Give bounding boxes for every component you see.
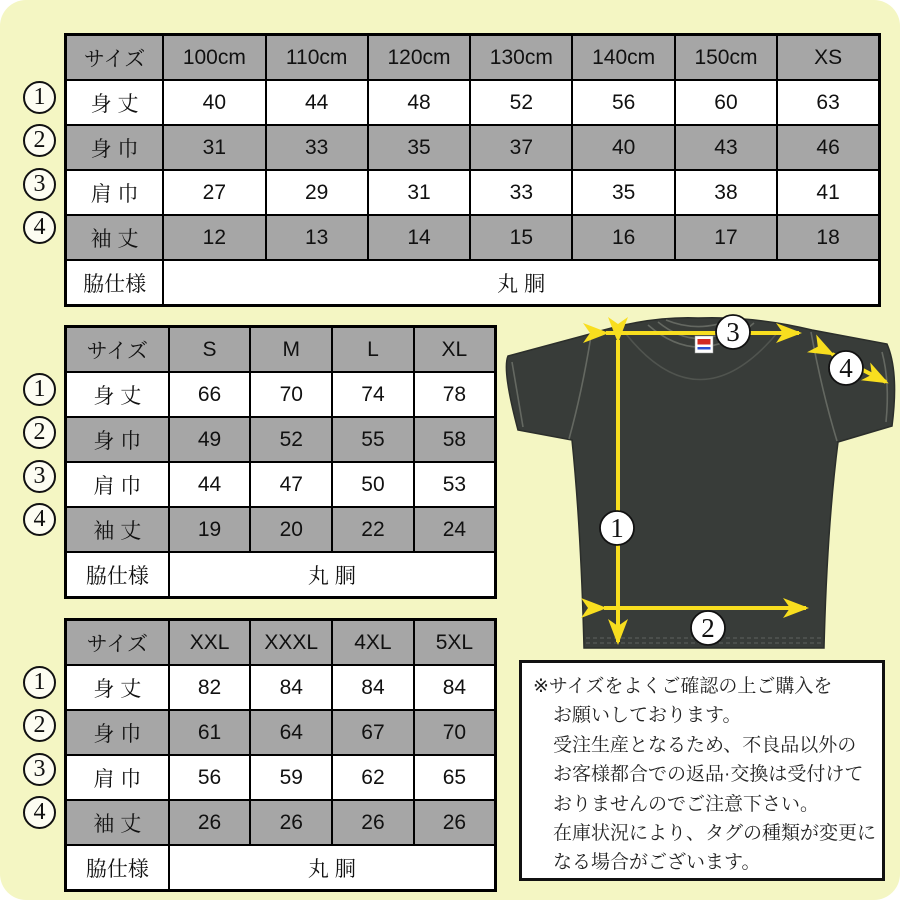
diagram-marker-3-label: 3 <box>726 317 740 347</box>
column-header: 5XL <box>414 620 496 666</box>
size-table-kids-sizes <box>64 33 881 296</box>
size-value-cell: 31 <box>368 170 470 215</box>
row-marker-circle: 3 <box>23 460 56 493</box>
column-header: 110cm <box>266 35 368 81</box>
column-header: サイズ <box>66 620 169 666</box>
size-table-adult-sizes <box>64 325 497 588</box>
size-value-cell: 33 <box>470 170 572 215</box>
note-line: おりませんのでご注意下さい。 <box>553 793 820 815</box>
size-value-cell: 52 <box>470 80 572 125</box>
row-label: 袖 丈 <box>66 800 169 845</box>
size-value-cell: 26 <box>332 800 414 845</box>
table-footer-row <box>66 260 880 306</box>
diagram-marker-2 <box>691 611 725 645</box>
table-footer-row <box>66 845 496 891</box>
column-header: 130cm <box>470 35 572 81</box>
size-value-cell: 48 <box>368 80 470 125</box>
size-value-cell: 22 <box>332 507 414 552</box>
diagram-marker-1 <box>600 511 634 545</box>
size-value-cell: 40 <box>163 80 265 125</box>
size-value-cell: 40 <box>572 125 674 170</box>
footer-label: 脇仕様 <box>66 552 169 598</box>
row-marker-circle: 2 <box>23 709 56 742</box>
row-label: 身 巾 <box>66 417 169 462</box>
size-value-cell: 43 <box>675 125 777 170</box>
row-marker-circle: 2 <box>23 416 56 449</box>
table-row <box>66 215 880 260</box>
size-value-cell: 20 <box>250 507 332 552</box>
size-value-cell: 84 <box>332 665 414 710</box>
column-header: 100cm <box>163 35 265 81</box>
table-header-row <box>66 327 496 373</box>
size-value-cell: 44 <box>266 80 368 125</box>
table-row <box>66 462 496 507</box>
size-value-cell: 70 <box>250 372 332 417</box>
row-marker-circle: 3 <box>23 168 56 201</box>
row-label: 袖 丈 <box>66 215 164 260</box>
row-marker-circle: 4 <box>23 796 56 829</box>
size-value-cell: 74 <box>332 372 414 417</box>
table-header-row <box>66 35 880 81</box>
size-value-cell: 37 <box>470 125 572 170</box>
size-value-cell: 24 <box>414 507 496 552</box>
size-value-cell: 60 <box>675 80 777 125</box>
table-row <box>66 755 496 800</box>
row-marker-circle: 3 <box>23 753 56 786</box>
size-value-cell: 18 <box>777 215 879 260</box>
note-line: お願いしております。 <box>553 705 742 727</box>
size-value-cell: 12 <box>163 215 265 260</box>
size-value-cell: 13 <box>266 215 368 260</box>
size-value-cell: 63 <box>777 80 879 125</box>
size-value-cell: 33 <box>266 125 368 170</box>
note-line: 在庫状況により、タグの種類が変更に <box>553 823 877 845</box>
footer-value: 丸 胴 <box>169 552 496 598</box>
size-value-cell: 67 <box>332 710 414 755</box>
size-value-cell: 59 <box>250 755 332 800</box>
column-header: XS <box>777 35 879 81</box>
size-value-cell: 19 <box>169 507 251 552</box>
table-row <box>66 125 880 170</box>
size-value-cell: 78 <box>414 372 496 417</box>
row-label: 袖 丈 <box>66 507 169 552</box>
size-value-cell: 31 <box>163 125 265 170</box>
column-header: XXL <box>169 620 251 666</box>
column-header: XL <box>414 327 496 373</box>
size-value-cell: 26 <box>414 800 496 845</box>
size-value-cell: 52 <box>250 417 332 462</box>
diagram-marker-4 <box>829 351 863 385</box>
size-value-cell: 58 <box>414 417 496 462</box>
size-value-cell: 65 <box>414 755 496 800</box>
size-value-cell: 14 <box>368 215 470 260</box>
size-value-cell: 26 <box>169 800 251 845</box>
size-value-cell: 44 <box>169 462 251 507</box>
table-row <box>66 710 496 755</box>
row-label: 肩 巾 <box>66 170 164 215</box>
row-label: 身 巾 <box>66 125 164 170</box>
size-value-cell: 82 <box>169 665 251 710</box>
diagram-marker-4-label: 4 <box>839 353 853 383</box>
size-value-cell: 84 <box>414 665 496 710</box>
column-header: XXXL <box>250 620 332 666</box>
row-label: 肩 巾 <box>66 755 169 800</box>
note-line: ※サイズをよくご確認の上ご購入を <box>533 676 833 697</box>
column-header: 120cm <box>368 35 470 81</box>
table-row <box>66 665 496 710</box>
size-value-cell: 41 <box>777 170 879 215</box>
row-marker-circle: 4 <box>23 211 56 244</box>
table-footer-row <box>66 552 496 598</box>
row-marker-circle: 1 <box>23 666 56 699</box>
column-header: L <box>332 327 414 373</box>
size-table-large-sizes <box>64 618 497 881</box>
table-row <box>66 170 880 215</box>
size-value-cell: 35 <box>572 170 674 215</box>
diagram-marker-1-label: 1 <box>610 513 624 543</box>
table-row <box>66 507 496 552</box>
purchase-note-box <box>519 660 885 881</box>
table-row <box>66 372 496 417</box>
note-line: なる場合がございます。 <box>553 852 761 874</box>
note-line: お客様都合での返品·交換は受付けて <box>553 764 864 786</box>
row-label: 身 丈 <box>66 372 169 417</box>
column-header: サイズ <box>66 327 169 373</box>
size-value-cell: 26 <box>250 800 332 845</box>
row-label: 身 丈 <box>66 665 169 710</box>
size-value-cell: 56 <box>169 755 251 800</box>
size-value-cell: 15 <box>470 215 572 260</box>
neck-tag <box>695 336 713 353</box>
size-value-cell: 66 <box>169 372 251 417</box>
size-value-cell: 47 <box>250 462 332 507</box>
tshirt-measurement-diagram <box>498 308 900 656</box>
diagram-marker-2-label: 2 <box>701 613 715 643</box>
size-value-cell: 35 <box>368 125 470 170</box>
size-value-cell: 46 <box>777 125 879 170</box>
row-marker-circle: 4 <box>23 503 56 536</box>
row-label: 身 巾 <box>66 710 169 755</box>
size-value-cell: 53 <box>414 462 496 507</box>
note-line: 受注生産となるため、不良品以外の <box>553 734 857 756</box>
size-value-cell: 38 <box>675 170 777 215</box>
size-value-cell: 17 <box>675 215 777 260</box>
row-marker-circle: 1 <box>23 373 56 406</box>
column-header: S <box>169 327 251 373</box>
footer-label: 脇仕様 <box>66 260 164 306</box>
size-value-cell: 50 <box>332 462 414 507</box>
row-label: 身 丈 <box>66 80 164 125</box>
column-header: 4XL <box>332 620 414 666</box>
size-value-cell: 62 <box>332 755 414 800</box>
size-value-cell: 27 <box>163 170 265 215</box>
size-value-cell: 61 <box>169 710 251 755</box>
table-header-row <box>66 620 496 666</box>
table-row <box>66 417 496 462</box>
size-value-cell: 64 <box>250 710 332 755</box>
column-header: サイズ <box>66 35 164 81</box>
row-marker-circle: 1 <box>23 81 56 114</box>
column-header: 150cm <box>675 35 777 81</box>
size-value-cell: 29 <box>266 170 368 215</box>
size-value-cell: 56 <box>572 80 674 125</box>
size-value-cell: 49 <box>169 417 251 462</box>
table-row <box>66 800 496 845</box>
footer-label: 脇仕様 <box>66 845 169 891</box>
column-header: M <box>250 327 332 373</box>
size-value-cell: 84 <box>250 665 332 710</box>
size-value-cell: 70 <box>414 710 496 755</box>
size-value-cell: 55 <box>332 417 414 462</box>
size-value-cell: 16 <box>572 215 674 260</box>
column-header: 140cm <box>572 35 674 81</box>
diagram-marker-3 <box>716 315 750 349</box>
footer-value: 丸 胴 <box>163 260 879 306</box>
table-row <box>66 80 880 125</box>
row-label: 肩 巾 <box>66 462 169 507</box>
purchase-note-text <box>533 672 878 878</box>
row-marker-circle: 2 <box>23 124 56 157</box>
footer-value: 丸 胴 <box>169 845 496 891</box>
